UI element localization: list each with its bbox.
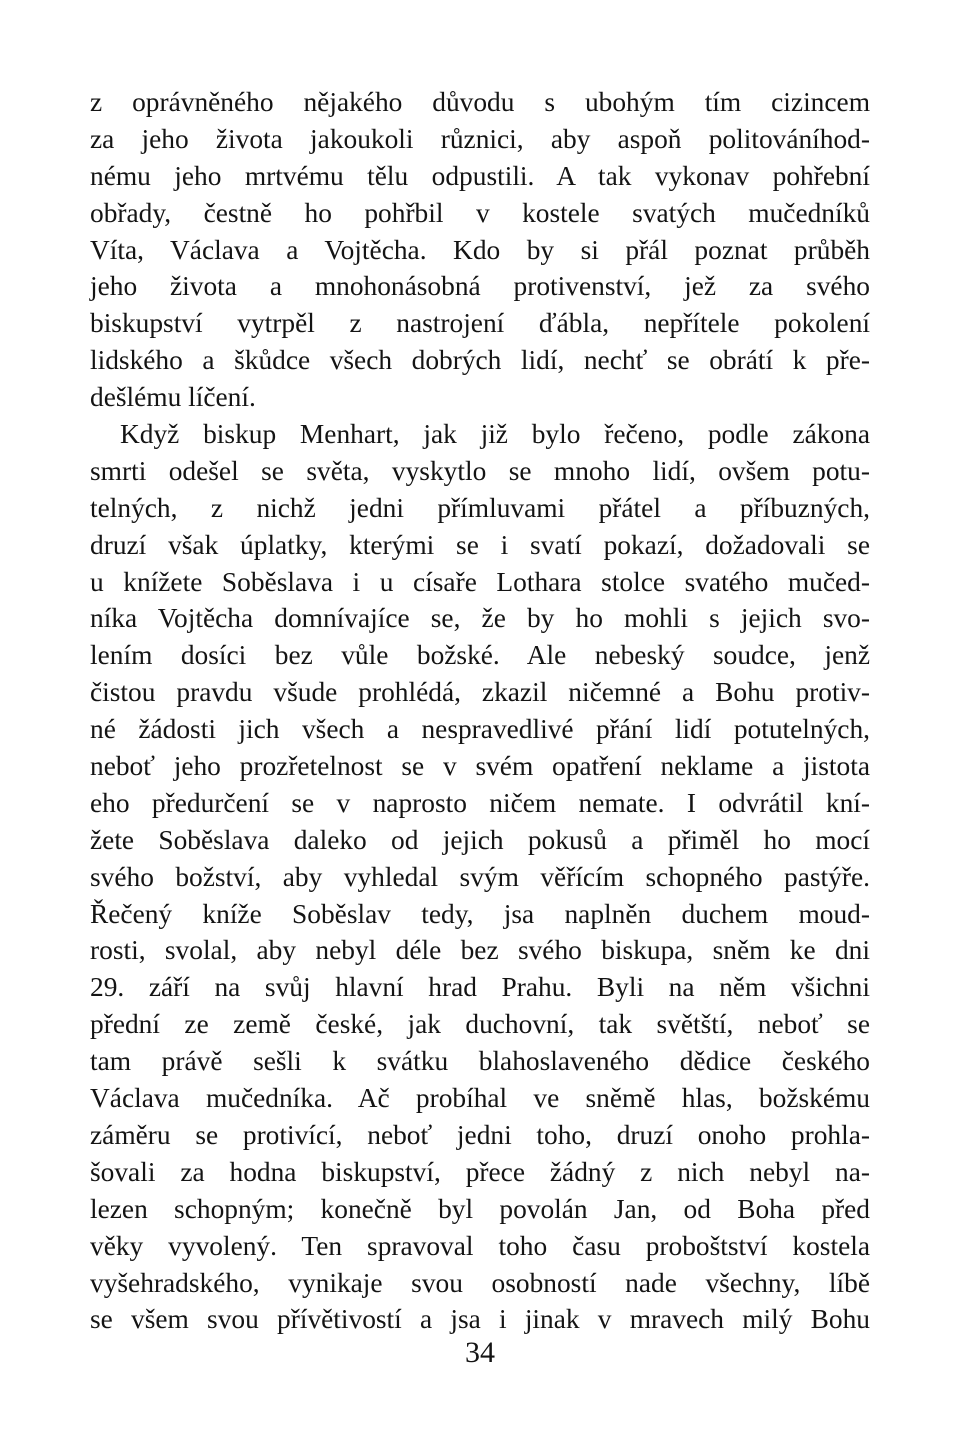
text-line: obřady, čestně ho pohřbil v kostele svatých mučedníků [90, 197, 870, 228]
paragraph [90, 416, 870, 1338]
text-line: níka Vojtěcha domnívajíce se, že by ho mohli s jejich svo- [90, 603, 870, 634]
text-line: přední ze země české, jak duchovní, tak světští, neboť se [90, 1009, 870, 1040]
text-line: čistou pravdu všude prohlédá, zkazil ničemné a Bohu protiv- [90, 677, 870, 708]
text-line: žete Soběslava daleko od jejich pokusů a přiměl ho mocí [90, 824, 870, 855]
text-line: né žádosti jich všech a nespravedlivé přání lidí potutelných, [90, 714, 870, 745]
text-line: se všem svou přívětivostí a jsa i jinak v mravech milý Bohu [90, 1304, 870, 1335]
text-line: Když biskup Menhart, jak již bylo řečeno, podle zákona [120, 419, 870, 450]
text-line: druzí však úplatky, kterými se i svatí pokazí, dožadovali se [90, 529, 870, 560]
text-line: lidského a škůdce všech dobrých lidí, nechť se obrátí k pře- [90, 345, 870, 376]
text-line: neboť jeho prozřetelnost se v svém opatření neklame a jistota [90, 751, 870, 782]
text-line: věky vyvolený. Ten spravoval toho času proboštství kostela [90, 1230, 870, 1261]
paragraph [90, 84, 870, 416]
text-line: Řečený kníže Soběslav tedy, jsa naplněn duchem moud- [90, 898, 870, 929]
text-line: Václava mučedníka. Ač probíhal ve sněmě hlas, božskému [90, 1083, 870, 1114]
text-line: eho předurčení se v naprosto ničem nemate. I odvrátil kní- [90, 787, 870, 818]
text-line: záměru se protivící, neboť jedni toho, druzí onoho prohla- [90, 1119, 870, 1150]
text-line: lením dosíci bez vůle božské. Ale nebeský soudce, jenž [90, 640, 870, 671]
text-line: z oprávněného nějakého důvodu s ubohým tím cizincem [90, 87, 870, 117]
text-line: biskupství vytrpěl z nastrojení ďábla, nepřítele pokolení [90, 308, 870, 339]
text-line: vyšehradského, vynikaje svou osobností nade všechny, líbě [90, 1267, 870, 1298]
page-number: 34 [465, 1336, 495, 1369]
text-line: 29. září na svůj hlavní hrad Prahu. Byli na něm všichni [90, 972, 870, 1003]
text-line: jeho života a mnohonásobná protivenství, jež za svého [90, 271, 870, 302]
text-line: telných, z nichž jedni přímluvami přátel a příbuzných, [90, 492, 870, 523]
text-line: lezen schopným; konečně byl povolán Jan, od Boha před [90, 1193, 870, 1224]
text-line: rosti, svolal, aby nebyl déle bez svého biskupa, sněm ke dni [90, 935, 870, 966]
text-line: svého božství, aby vyhledal svým věřícím schopného pastýře. [90, 861, 870, 892]
text-line: Víta, Václava a Vojtěcha. Kdo by si přál poznat průběh [90, 234, 870, 265]
text-line: u knížete Soběslava i u císaře Lothara stolce svatého mučed- [90, 566, 870, 597]
text-line: smrti odešel se světa, vyskytlo se mnoho lidí, ovšem potu- [90, 455, 870, 486]
text-line: tam právě sešli k svátku blahoslaveného dědice českého [90, 1046, 870, 1077]
text-line: dešlému líčení. [90, 382, 256, 413]
text-line: nému jeho mrtvému tělu odpustili. A tak vykonav pohřební [90, 160, 870, 191]
book-page-text [90, 84, 870, 1338]
text-line: šovali za hodna biskupství, přece žádný z nich nebyl na- [90, 1156, 870, 1187]
text-line: za jeho života jakoukoli různici, aby aspoň politováníhod- [90, 123, 870, 154]
